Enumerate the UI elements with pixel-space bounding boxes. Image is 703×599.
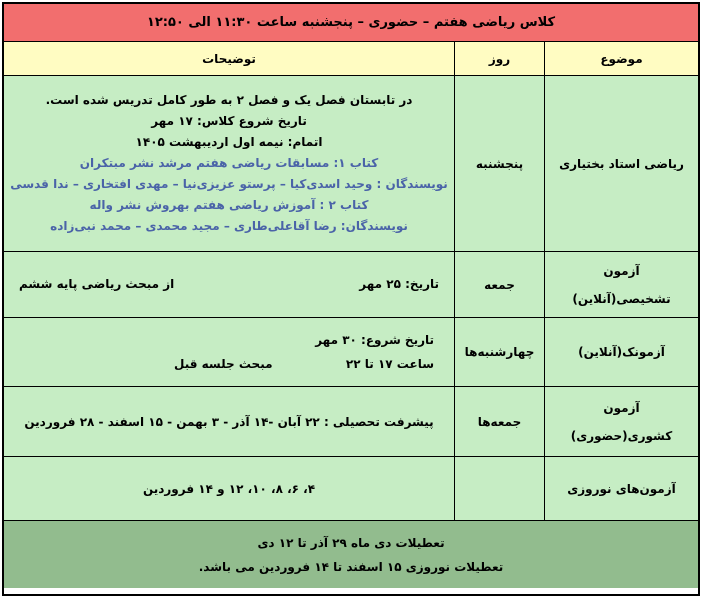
table-row	[4, 76, 698, 252]
row-topic	[544, 252, 698, 317]
row-description	[4, 252, 454, 317]
row-day: چهارشنبه‌ها	[454, 318, 544, 386]
row-day	[454, 457, 544, 520]
row-topic	[544, 387, 698, 456]
header-day: روز	[454, 42, 544, 75]
desc-line: در تابستان فصل یک و فصل ۲ به طور کامل تدریس شده است.	[45, 93, 413, 107]
row-topic: آزمونک(آنلاین)	[544, 318, 698, 386]
table-row	[4, 457, 698, 521]
row-day: پنجشنبه	[454, 76, 544, 251]
row-description	[4, 318, 454, 386]
row-topic: ریاضی استاد بختیاری	[544, 76, 698, 251]
footer-line: تعطیلات دی ماه ۲۹ آذر تا ۱۲ دی	[257, 535, 445, 550]
quiz-note: مبحث جلسه قبل	[174, 357, 273, 371]
exam-note: از مبحث ریاضی پایه ششم	[19, 277, 175, 291]
start-date: تاریخ شروع: ۳۰ مهر	[315, 333, 434, 347]
exam-date: تاریخ: ۲۵ مهر	[359, 277, 439, 291]
schedule-table	[2, 2, 700, 596]
authors-line: نویسندگان : وحید اسدی‌کیا – پرستو عزیزی‌نیا – مهدی افتخاری – ندا قدسی	[10, 177, 448, 191]
table-title: کلاس ریاضی هفتم – حضوری – پنجشنبه ساعت ۱۱:۳۰ الی ۱۲:۵۰	[146, 15, 556, 30]
table-row	[4, 387, 698, 457]
row-topic: آزمون‌های نوروزی	[544, 457, 698, 520]
desc-line: تاریخ شروع کلاس: ۱۷ مهر	[151, 114, 307, 128]
topic-line: کشوری(حضوری)	[570, 428, 673, 443]
quiz-time: ساعت ۱۷ تا ۲۲	[345, 357, 434, 371]
authors-line: نویسندگان: رضا آقاعلی‌طاری – مجید محمدی – محمد نبی‌زاده	[50, 219, 408, 233]
header-row	[4, 42, 698, 76]
row-day: جمعه‌ها	[454, 387, 544, 456]
header-topic: موضوع	[544, 42, 698, 75]
table-row	[4, 318, 698, 387]
row-description: پیشرفت تحصیلی : ۲۲ آبان -۱۴ آذر - ۳ بهمن - ۱۵ اسفند - ۲۸ فروردین	[24, 414, 434, 429]
topic-line: تشخیصی(آنلاین)	[572, 291, 671, 306]
row-day: جمعه	[454, 252, 544, 317]
topic-line: آزمون	[603, 400, 640, 415]
row-description: ۴، ۶، ۸، ۱۰، ۱۲ و ۱۴ فروردین	[142, 481, 316, 496]
header-description: توضیحات	[202, 51, 256, 66]
book-line: کتاب ۲ : آموزش ریاضی هفتم بهروش نشر واله	[89, 198, 369, 212]
table-title-row	[4, 4, 698, 42]
desc-line: اتمام: نیمه اول اردیبهشت ۱۴۰۵	[135, 135, 323, 149]
desc-pair	[19, 273, 439, 296]
footer-notes	[4, 521, 698, 588]
row-description	[4, 76, 454, 251]
book-line: کتاب ۱: مسابقات ریاضی هفتم مرشد نشر مبتکران	[79, 156, 379, 170]
table-row	[4, 252, 698, 318]
footer-line: تعطیلات نوروزی ۱۵ اسفند تا ۱۴ فروردین می باشد.	[198, 559, 504, 574]
topic-line: آزمون	[603, 263, 640, 278]
desc-pair	[174, 352, 434, 376]
